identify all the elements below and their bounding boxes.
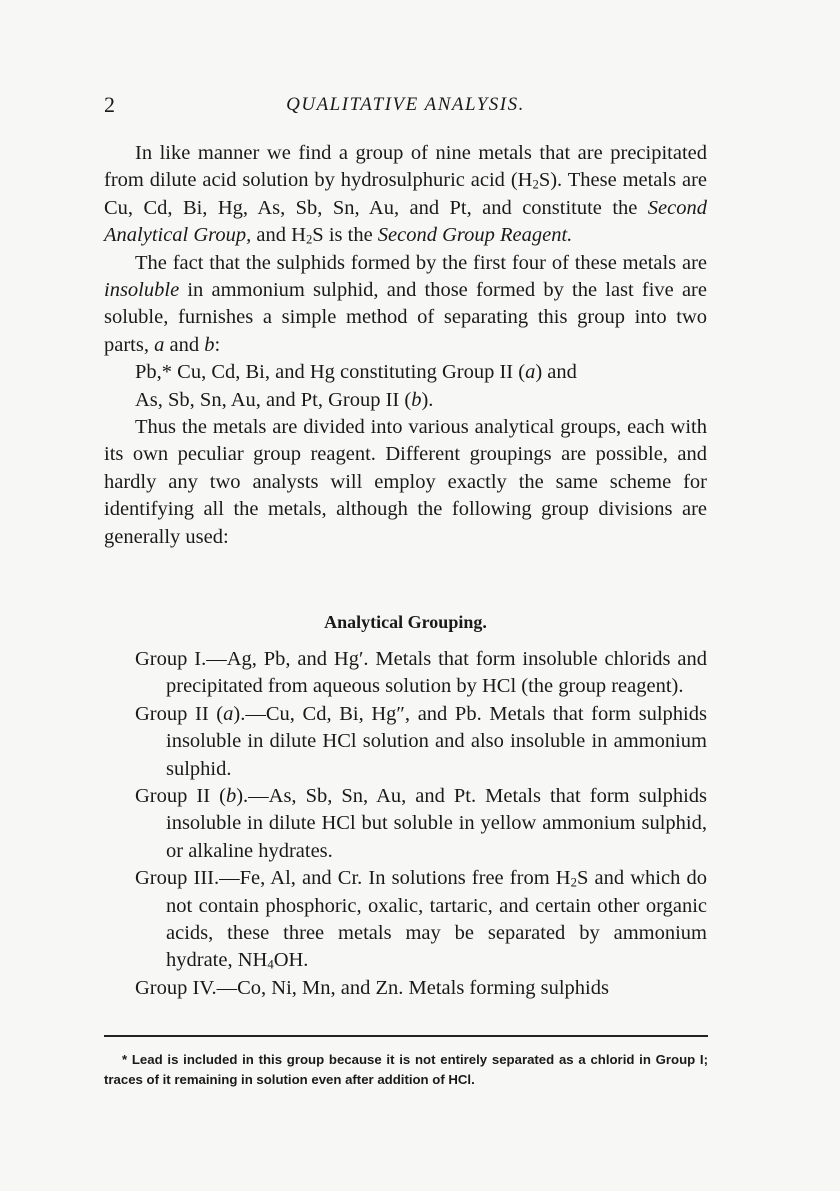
section-title: Analytical Grouping. [324, 612, 487, 632]
page-header [104, 92, 707, 124]
subgroup-a-line: Pb,* Cu, Cd, Bi, and Hg constituting Group II (a) and [135, 361, 577, 384]
footnote: * Lead is included in this group because it is not entirely separated as a chlorid in Group I; traces of it remaining in solution even after addition of HCl. [104, 1052, 708, 1087]
running-title: QUALITATIVE ANALYSIS. [286, 94, 525, 115]
group-list [104, 646, 707, 1002]
page-number: 2 [104, 92, 115, 117]
paragraph-sulphids: The fact that the sulphids formed by the first four of these metals are insoluble in ammonium sulphid, and those formed by the last five are soluble, furnishes a simple method of separating this group into two parts, a and b: [104, 251, 707, 356]
subgroup-b-line: As, Sb, Sn, Au, and Pt, Group II (b). [135, 388, 434, 411]
body-text [104, 140, 707, 551]
paragraph-analytical-groups: Thus the metals are divided into various analytical groups, each with its own peculiar group reagent. Different groupings are possible, and hardly any two analysts will employ exactly the same scheme for identifying all the metals, although the following group divisions are generally used: [104, 416, 707, 548]
paragraph-second-group: In like manner we find a group of nine metals that are precipitated from dilute acid solution by hydrosulphuric acid $(H_2S)$. These metals are Cu, Cd, Bi, Hg, As, Sb, Sn, Au, and Pt, and constitute the Second Analytical Group, and $H_2S$ is the Second Group Reagent. [104, 142, 708, 247]
footnote-divider [104, 1035, 708, 1037]
group-2a: Group II (a).—Cu, Cd, Bi, Hg″, and Pb. Metals that form sulphids insoluble in dilute HCl solution and also insoluble in ammonium sulphid. [135, 702, 707, 780]
group-2b: Group II (b).—As, Sb, Sn, Au, and Pt. Metals that form sulphids insoluble in dilute HCl but soluble in yellow ammonium sulphid, or alkaline hydrates. [135, 785, 707, 862]
group-1: Group I.—Ag, Pb, and Hg′. Metals that form insoluble chlorids and precipitated from aqueous solution by HCl (the group reagent). [135, 648, 707, 698]
group-4: Group IV.—Co, Ni, Mn, and Zn. Metals forming sulphids [135, 976, 609, 999]
group-3: Group III.—Fe, Al, and Cr. In solutions free from $H_2S$ and which do not contain phosphoric, oxalic, tartaric, and certain other organic acids, these three metals may be separated by ammonium hydrate, $NH_4OH$. [135, 867, 707, 972]
